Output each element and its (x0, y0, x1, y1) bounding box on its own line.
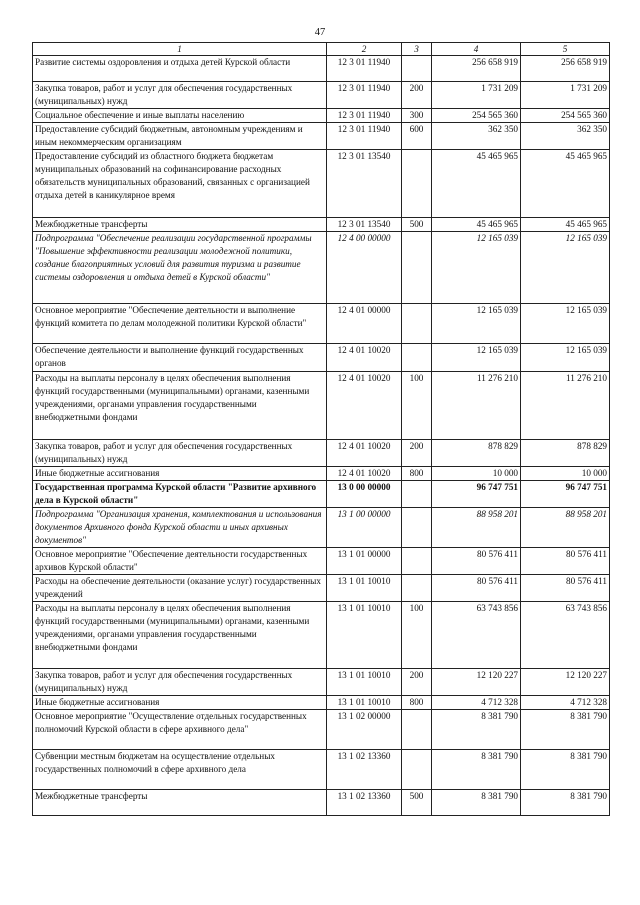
row-code: 13 1 01 10010 (327, 602, 402, 669)
table-row (33, 150, 610, 218)
row-expense-type: 300 (402, 109, 432, 123)
row-amount-1: 254 565 360 (432, 109, 521, 123)
table-row (33, 481, 610, 508)
row-expense-type: 200 (402, 82, 432, 109)
table-row (33, 82, 610, 109)
row-code: 12 3 01 13540 (327, 150, 402, 218)
row-amount-1: 45 465 965 (432, 150, 521, 218)
row-code: 13 1 01 10010 (327, 669, 402, 696)
row-amount-2: 45 465 965 (521, 218, 610, 232)
row-amount-2: 4 712 328 (521, 696, 610, 710)
row-code: 13 1 01 10010 (327, 575, 402, 602)
row-code: 12 3 01 11940 (327, 56, 402, 82)
row-code: 13 1 02 00000 (327, 710, 402, 750)
row-code: 12 4 01 10020 (327, 372, 402, 440)
row-name: Предоставление субсидий из областного бюджета бюджетам муниципальных образований на софинансирование расходных обязательств муниципальных образований, связанных с организацией отдыха детей в каникулярное время (33, 150, 327, 218)
row-expense-type: 800 (402, 696, 432, 710)
row-amount-1: 80 576 411 (432, 575, 521, 602)
row-code: 12 4 01 10020 (327, 467, 402, 481)
row-expense-type: 500 (402, 790, 432, 816)
row-code: 13 1 02 13360 (327, 790, 402, 816)
row-code: 12 3 01 13540 (327, 218, 402, 232)
row-name: Подпрограмма "Обеспечение реализации государственной программы "Повышение эффективности реализации молодежной политики, создание благоприятных условий для развития туризма и развитие системы оздоровления и отдыха детей в Курской области" (33, 232, 327, 304)
row-amount-1: 45 465 965 (432, 218, 521, 232)
row-code: 12 3 01 11940 (327, 82, 402, 109)
row-name: Расходы на обеспечение деятельности (оказание услуг) государственных учреждений (33, 575, 327, 602)
table-row (33, 440, 610, 467)
row-amount-2: 8 381 790 (521, 790, 610, 816)
row-code: 12 3 01 11940 (327, 123, 402, 150)
row-code: 13 1 01 00000 (327, 548, 402, 575)
row-amount-2: 8 381 790 (521, 750, 610, 790)
row-amount-2: 10 000 (521, 467, 610, 481)
row-name: Предоставление субсидий бюджетным, автономным учреждениям и иным некоммерческим организациям (33, 123, 327, 150)
row-expense-type: 200 (402, 440, 432, 467)
col-header-amount-2: 5 (521, 43, 610, 56)
row-amount-1: 63 743 856 (432, 602, 521, 669)
row-name: Расходы на выплаты персоналу в целях обеспечения выполнения функций государственными (муниципальными) органами, казенными учреждениями, органами управления государственными внебюджетными фондами (33, 602, 327, 669)
row-code: 12 3 01 11940 (327, 109, 402, 123)
table-row (33, 710, 610, 750)
row-amount-2: 80 576 411 (521, 548, 610, 575)
row-expense-type: 100 (402, 602, 432, 669)
row-amount-2: 12 165 039 (521, 344, 610, 372)
table-row (33, 602, 610, 669)
row-expense-type (402, 710, 432, 750)
row-expense-type: 800 (402, 467, 432, 481)
row-amount-1: 12 165 039 (432, 344, 521, 372)
row-amount-1: 10 000 (432, 467, 521, 481)
row-expense-type: 200 (402, 669, 432, 696)
col-header-expense-type: 3 (402, 43, 432, 56)
table-row (33, 548, 610, 575)
table-row (33, 750, 610, 790)
row-expense-type (402, 150, 432, 218)
row-name: Межбюджетные трансферты (33, 218, 327, 232)
row-name: Основное мероприятие "Осуществление отдельных государственных полномочий Курской области в сфере архивного дела" (33, 710, 327, 750)
row-amount-2: 362 350 (521, 123, 610, 150)
table-row (33, 56, 610, 82)
row-amount-2: 45 465 965 (521, 150, 610, 218)
row-name: Закупка товаров, работ и услуг для обеспечения государственных (муниципальных) нужд (33, 440, 327, 467)
row-code: 13 1 00 00000 (327, 508, 402, 548)
row-name: Государственная программа Курской области "Развитие архивного дела в Курской области" (33, 481, 327, 508)
table-row (33, 344, 610, 372)
row-expense-type (402, 481, 432, 508)
row-code: 13 1 02 13360 (327, 750, 402, 790)
table-row (33, 669, 610, 696)
table-row (33, 575, 610, 602)
row-amount-2: 8 381 790 (521, 710, 610, 750)
row-amount-1: 878 829 (432, 440, 521, 467)
row-amount-2: 80 576 411 (521, 575, 610, 602)
column-number-row (33, 43, 610, 56)
table-row (33, 123, 610, 150)
row-amount-1: 8 381 790 (432, 790, 521, 816)
row-amount-2: 63 743 856 (521, 602, 610, 669)
table-row (33, 467, 610, 481)
row-name: Закупка товаров, работ и услуг для обеспечения государственных (муниципальных) нужд (33, 82, 327, 109)
row-amount-2: 12 120 227 (521, 669, 610, 696)
row-amount-1: 1 731 209 (432, 82, 521, 109)
row-amount-2: 878 829 (521, 440, 610, 467)
row-expense-type (402, 548, 432, 575)
row-name: Иные бюджетные ассигнования (33, 696, 327, 710)
table-row (33, 696, 610, 710)
row-name: Межбюджетные трансферты (33, 790, 327, 816)
row-amount-1: 8 381 790 (432, 710, 521, 750)
row-amount-1: 12 165 039 (432, 232, 521, 304)
row-expense-type: 500 (402, 218, 432, 232)
row-name: Подпрограмма "Организация хранения, комплектования и использования документов Архивного фонда Курской области и иных архивных документов" (33, 508, 327, 548)
row-amount-2: 88 958 201 (521, 508, 610, 548)
row-amount-1: 11 276 210 (432, 372, 521, 440)
row-code: 12 4 01 00000 (327, 304, 402, 344)
row-amount-1: 256 658 919 (432, 56, 521, 82)
table-row (33, 508, 610, 548)
table-body (33, 56, 610, 816)
table-row (33, 372, 610, 440)
table-row (33, 790, 610, 816)
row-amount-2: 11 276 210 (521, 372, 610, 440)
table-row (33, 218, 610, 232)
table-row (33, 232, 610, 304)
row-name: Основное мероприятие "Обеспечение деятельности и выполнение функций комитета по делам молодежной политики Курской области" (33, 304, 327, 344)
row-expense-type (402, 304, 432, 344)
col-header-code: 2 (327, 43, 402, 56)
row-code: 12 4 01 10020 (327, 344, 402, 372)
row-expense-type: 600 (402, 123, 432, 150)
table-row (33, 109, 610, 123)
row-name: Социальное обеспечение и иные выплаты населению (33, 109, 327, 123)
row-expense-type (402, 344, 432, 372)
col-header-name: 1 (33, 43, 327, 56)
row-name: Расходы на выплаты персоналу в целях обеспечения выполнения функций государственными (муниципальными) органами, казенными учреждениями, органами управления государственными внебюджетными фондами (33, 372, 327, 440)
row-code: 12 4 00 00000 (327, 232, 402, 304)
row-amount-2: 256 658 919 (521, 56, 610, 82)
row-name: Развитие системы оздоровления и отдыха детей Курской области (33, 56, 327, 82)
row-name: Иные бюджетные ассигнования (33, 467, 327, 481)
row-amount-2: 254 565 360 (521, 109, 610, 123)
row-amount-1: 8 381 790 (432, 750, 521, 790)
row-expense-type (402, 56, 432, 82)
row-expense-type: 100 (402, 372, 432, 440)
row-amount-1: 12 120 227 (432, 669, 521, 696)
col-header-amount-1: 4 (432, 43, 521, 56)
row-expense-type (402, 508, 432, 548)
row-expense-type (402, 232, 432, 304)
row-name: Субвенции местным бюджетам на осуществление отдельных государственных полномочий в сфере архивного дела (33, 750, 327, 790)
row-amount-1: 96 747 751 (432, 481, 521, 508)
row-amount-2: 1 731 209 (521, 82, 610, 109)
row-code: 13 1 01 10010 (327, 696, 402, 710)
row-amount-2: 12 165 039 (521, 232, 610, 304)
row-code: 13 0 00 00000 (327, 481, 402, 508)
row-amount-2: 12 165 039 (521, 304, 610, 344)
budget-table (32, 42, 610, 816)
row-name: Закупка товаров, работ и услуг для обеспечения государственных (муниципальных) нужд (33, 669, 327, 696)
row-expense-type (402, 575, 432, 602)
table-row (33, 304, 610, 344)
row-name: Основное мероприятие "Обеспечение деятельности государственных архивов Курской области" (33, 548, 327, 575)
row-amount-1: 88 958 201 (432, 508, 521, 548)
row-amount-1: 12 165 039 (432, 304, 521, 344)
row-amount-1: 80 576 411 (432, 548, 521, 575)
page-number: 47 (314, 27, 326, 38)
row-amount-1: 362 350 (432, 123, 521, 150)
row-code: 12 4 01 10020 (327, 440, 402, 467)
row-name: Обеспечение деятельности и выполнение функций государственных органов (33, 344, 327, 372)
row-amount-2: 96 747 751 (521, 481, 610, 508)
row-expense-type (402, 750, 432, 790)
row-amount-1: 4 712 328 (432, 696, 521, 710)
